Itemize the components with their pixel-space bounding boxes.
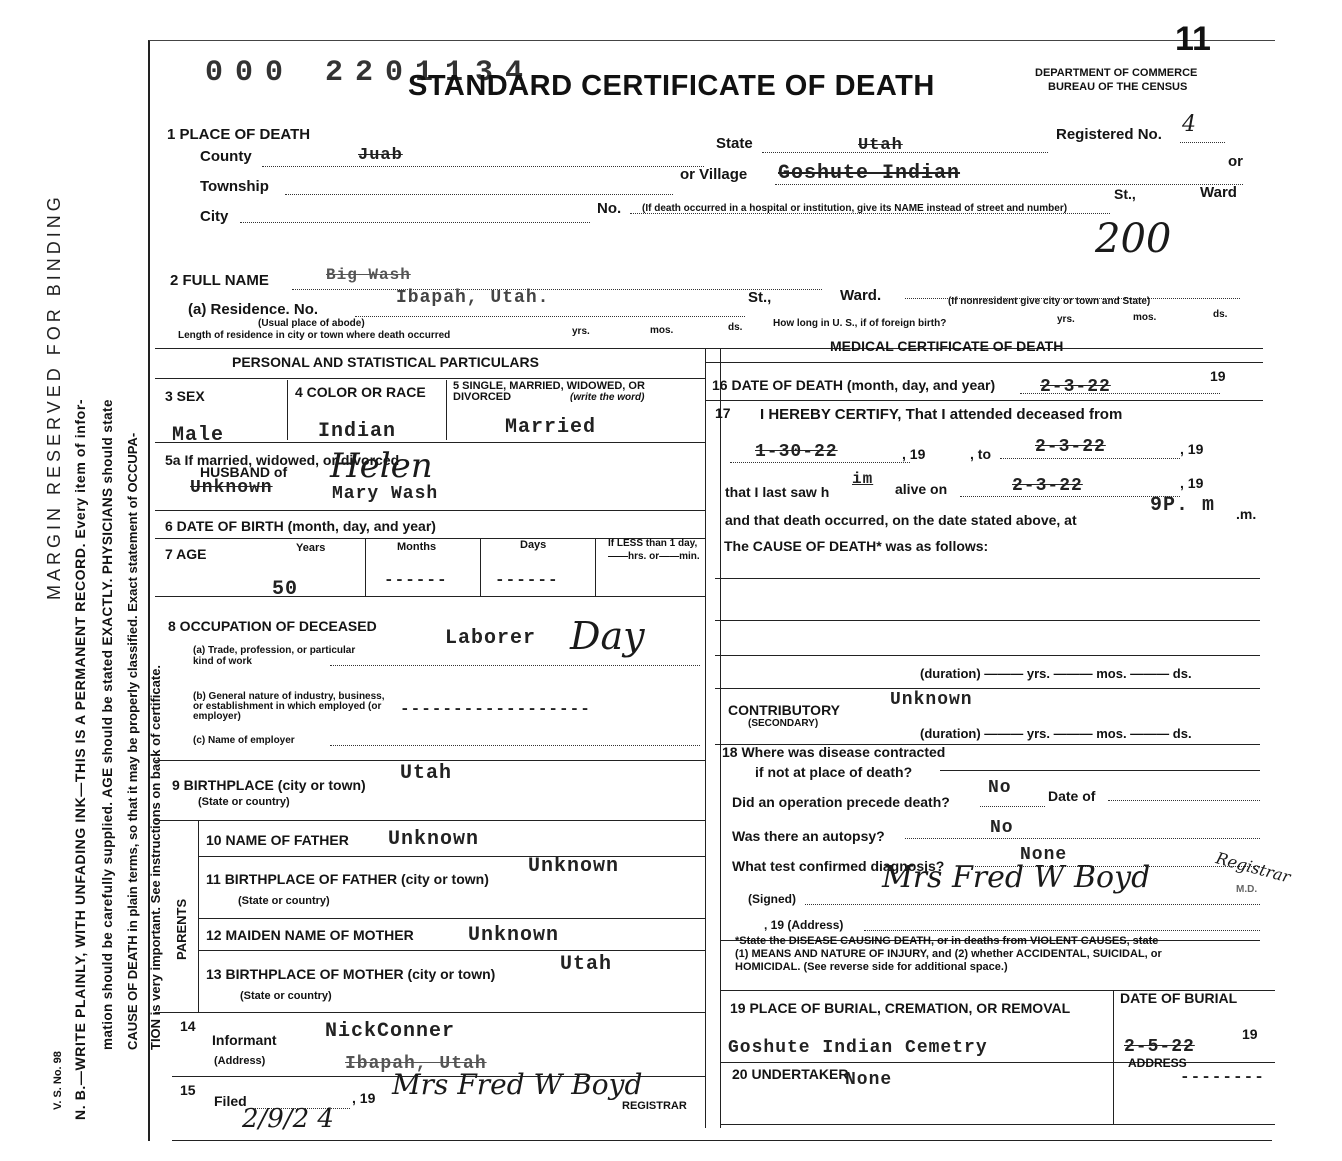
attended-from: 1-30-22 [755, 442, 838, 462]
residence-value: Ibapah, Utah. [396, 288, 550, 308]
county-label: County [200, 148, 252, 165]
occupation-c-label: (c) Name of employer [193, 735, 295, 746]
mother-label: 12 MAIDEN NAME OF MOTHER [206, 927, 414, 943]
last-saw-him: im [852, 470, 874, 488]
filed-handwritten: 2/9/2 4 [242, 1104, 334, 1134]
personal-heading: PERSONAL AND STATISTICAL PARTICULARS [232, 354, 539, 370]
village-label: or Village [680, 166, 748, 183]
occupation-label: 8 OCCUPATION OF DECEASED [168, 618, 377, 634]
attended-to: 2-3-22 [1035, 437, 1106, 457]
registrar-label: REGISTRAR [622, 1100, 687, 1112]
medical-heading: MEDICAL CERTIFICATE OF DEATH [830, 338, 1064, 354]
duration-1: (duration) ——— yrs. ——— mos. ——— ds. [920, 666, 1192, 681]
mother-birthplace-state: (State or country) [240, 990, 332, 1002]
dept-line-1: DEPARTMENT OF COMMERCE [1035, 67, 1198, 79]
death-time: 9P. m [1150, 494, 1216, 517]
alive-on-label: alive on [895, 481, 948, 497]
length-yrs: yrs. [572, 326, 590, 337]
autopsy-value: No [990, 818, 1014, 838]
occupation-handwritten: Day [570, 614, 645, 658]
test-label: What test confirmed diagnosis? [732, 858, 945, 874]
occupation-value: Laborer [445, 627, 537, 650]
contributory-label: CONTRIBUTORY [728, 702, 840, 718]
birthplace-value: Utah [400, 762, 453, 785]
dept-line-2: BUREAU OF THE CENSUS [1048, 81, 1188, 93]
secondary-label: (SECONDARY) [748, 718, 819, 729]
age-label: 7 AGE [165, 546, 207, 562]
birthplace-state: (State or country) [198, 796, 290, 808]
color-label: 4 COLOR OR RACE [295, 384, 426, 400]
father-birthplace-state: (State or country) [238, 895, 330, 907]
md-label: M.D. [1236, 884, 1258, 895]
informant-number: 14 [180, 1018, 196, 1034]
signed-note: Registrar [1213, 848, 1293, 887]
residence-label: (a) Residence. No. [188, 301, 319, 318]
dod-value: 2-3-22 [1040, 377, 1111, 397]
full-name-label: 2 FULL NAME [170, 272, 269, 289]
operation-value: No [988, 778, 1012, 798]
footnote-2: (1) MEANS AND NATURE OF INJURY, and (2) whether ACCIDENTAL, SUICIDAL, or [735, 948, 1162, 960]
or-label: or [1228, 153, 1243, 170]
us-yrs: yrs. [1057, 314, 1075, 325]
mother-value: Unknown [468, 924, 560, 947]
address-19: , 19 (Address) [764, 918, 844, 932]
to-label: , to [970, 446, 991, 462]
filed-label: Filed [214, 1093, 247, 1109]
father-label: 10 NAME OF FATHER [206, 832, 349, 848]
months-label: Months [397, 541, 437, 553]
page-title: STANDARD CERTIFICATE OF DEATH [408, 70, 935, 102]
days-label: Days [520, 539, 547, 551]
father-birthplace-value: Unknown [528, 855, 620, 878]
operation-label: Did an operation precede death? [732, 794, 950, 810]
undertaker-value: None [845, 1070, 893, 1090]
informant-value: NickConner [325, 1020, 456, 1043]
alive-on-value: 2-3-22 [1012, 476, 1083, 496]
father-value: Unknown [388, 828, 480, 851]
informant-address-label: (Address) [214, 1055, 266, 1067]
state-value: Utah [858, 136, 903, 155]
margin-instruction-2: mation should be carefully supplied. AGE should be stated EXACTLY. PHYSICIANS should state [100, 399, 115, 1050]
margin-binding: MARGIN RESERVED FOR BINDING [44, 193, 64, 600]
length-mos: mos. [650, 325, 674, 336]
city-label: City [200, 208, 229, 225]
sex-value: Male [172, 424, 225, 447]
residence-st-label: St., [748, 289, 772, 306]
us-mos: mos. [1133, 312, 1157, 323]
q18-label-b: if not at place of death? [755, 764, 913, 780]
death-occurred-label: and that death occurred, on the date stated above, at [725, 512, 1077, 528]
hospital-note: (If death occurred in a hospital or institution, give its NAME instead of street and number) [642, 203, 1068, 214]
corner-number: 11 [1175, 20, 1211, 58]
length-ds: ds. [728, 322, 743, 333]
dod-label: 16 DATE OF DEATH (month, day, and year) [712, 377, 996, 393]
autopsy-label: Was there an autopsy? [732, 828, 885, 844]
alive-19: , 19 [1180, 475, 1204, 491]
footnote-3: HOMICIDAL. (See reverse side for additional space.) [735, 961, 1008, 973]
q18-label-a: 18 Where was disease contracted [722, 744, 946, 760]
undertaker-label: 20 UNDERTAKER [732, 1066, 849, 1082]
date-of-label: Date of [1048, 788, 1096, 804]
village-value: Goshute Indian [778, 162, 961, 185]
length-of-residence: Length of residence in city or town where death occurred [178, 330, 451, 341]
sex-label: 3 SEX [165, 388, 205, 404]
contributory-value: Unknown [890, 690, 973, 710]
spouse-label: 5a If married, widowed, or divorced [165, 452, 400, 468]
dod-19: 19 [1210, 368, 1226, 384]
undertaker-address-value: -------- [1180, 1068, 1265, 1086]
age-years-value: 50 [272, 578, 299, 601]
burial-19: 19 [1242, 1026, 1258, 1042]
occupation-b-value: ------------------ [400, 700, 591, 718]
stamp-number: 200 [1095, 216, 1172, 262]
less-than-day-label: If LESS than 1 day,——hrs. or——min. [608, 538, 700, 562]
marital-label: 5 SINGLE, MARRIED, WIDOWED, OR DIVORCED [453, 380, 645, 403]
burial-date-value: 2-5-22 [1124, 1037, 1195, 1057]
undertaker-address-label: ADDRESS [1128, 1056, 1187, 1070]
certify-text: I HEREBY CERTIFY, That I attended deceased from [760, 406, 1123, 423]
husband-of-label: HUSBAND of [200, 464, 288, 480]
marital-note: (write the word) [570, 392, 645, 403]
county-value: Juab [358, 146, 403, 165]
form-id: V. S. No. 98 [52, 1051, 64, 1110]
filed-number: 15 [180, 1082, 196, 1098]
age-months-value: ------ [384, 571, 448, 589]
file-number: 000 2201134 [205, 56, 536, 90]
place-heading: 1 PLACE OF DEATH [167, 126, 311, 143]
registered-label: Registered No. [1056, 126, 1162, 143]
registrar-signature: Mrs Fred W Boyd [392, 1068, 643, 1101]
spouse-handwritten: Helen [330, 446, 433, 486]
father-birthplace-label: 11 BIRTHPLACE OF FATHER (city or town) [206, 871, 489, 887]
footnote-1: *State the DISEASE CAUSING DEATH, or in deaths from VIOLENT CAUSES, state [735, 935, 1159, 947]
marital-value: Married [505, 416, 597, 439]
informant-label: Informant [212, 1032, 277, 1048]
test-value: None [1020, 845, 1068, 865]
burial-label: 19 PLACE OF BURIAL, CREMATION, OR REMOVAL [730, 1000, 1071, 1016]
physician-signature: Mrs Fred W Boyd [882, 860, 1151, 895]
dob-label: 6 DATE OF BIRTH (month, day, and year) [165, 518, 436, 534]
signed-label: (Signed) [748, 892, 796, 906]
color-value: Indian [318, 420, 397, 443]
birthplace-label: 9 BIRTHPLACE (city or town) [172, 777, 366, 793]
years-label: Years [296, 542, 326, 554]
ward-label: Ward [1200, 184, 1237, 201]
spouse-struck: Unknown [190, 478, 273, 498]
us-ds: ds. [1213, 309, 1228, 320]
burial-value: Goshute Indian Cemetry [728, 1038, 988, 1058]
age-days-value: ------ [495, 571, 559, 589]
usual-place: (Usual place of abode) [258, 318, 365, 329]
time-m: .m. [1236, 506, 1257, 522]
num-17: 17 [715, 405, 731, 421]
township-label: Township [200, 178, 269, 195]
registered-value: 4 [1182, 112, 1196, 137]
informant-address-value: Ibapah, Utah [345, 1054, 487, 1074]
occupation-b-label: (b) General nature of industry, business, or establishment in which employed (or employer) [193, 691, 385, 722]
nonresident-note: (If nonresident give city or town and State) [948, 296, 1151, 307]
mother-birthplace-label: 13 BIRTHPLACE OF MOTHER (city or town) [206, 966, 496, 982]
residence-ward-label: Ward. [840, 287, 882, 304]
cause-label: The CAUSE OF DEATH* was as follows: [724, 538, 989, 554]
st-label: St., [1114, 186, 1136, 202]
margin-instruction-4: TION is very important. See instructions on back of certificate. [148, 664, 163, 1050]
state-label: State [716, 135, 753, 152]
spouse-value: Mary Wash [332, 484, 439, 504]
no-label: No. [597, 200, 622, 217]
from-19: , 19 [902, 446, 926, 462]
last-saw-label: that I last saw h [725, 484, 830, 500]
parents-label: PARENTS [174, 898, 189, 960]
margin-instruction-3: CAUSE OF DEATH in plain terms, so that it may be properly classified. Exact statement of OCCUPA- [125, 432, 140, 1050]
mother-birthplace-value: Utah [560, 953, 613, 976]
filed-19: , 19 [352, 1090, 376, 1106]
margin-instruction-1: N. B.—WRITE PLAINLY, WITH UNFADING INK—THIS IS A PERMANENT RECORD. Every item of infor- [72, 398, 88, 1120]
occupation-a-label: (a) Trade, profession, or particular kind of work [193, 645, 356, 667]
how-long-in-us: How long in U. S., if of foreign birth? [773, 318, 947, 329]
to-19: , 19 [1180, 441, 1204, 457]
full-name-value: Big Wash [326, 266, 411, 284]
duration-2: (duration) ——— yrs. ——— mos. ——— ds. [920, 726, 1192, 741]
burial-date-label: DATE OF BURIAL [1120, 990, 1238, 1006]
